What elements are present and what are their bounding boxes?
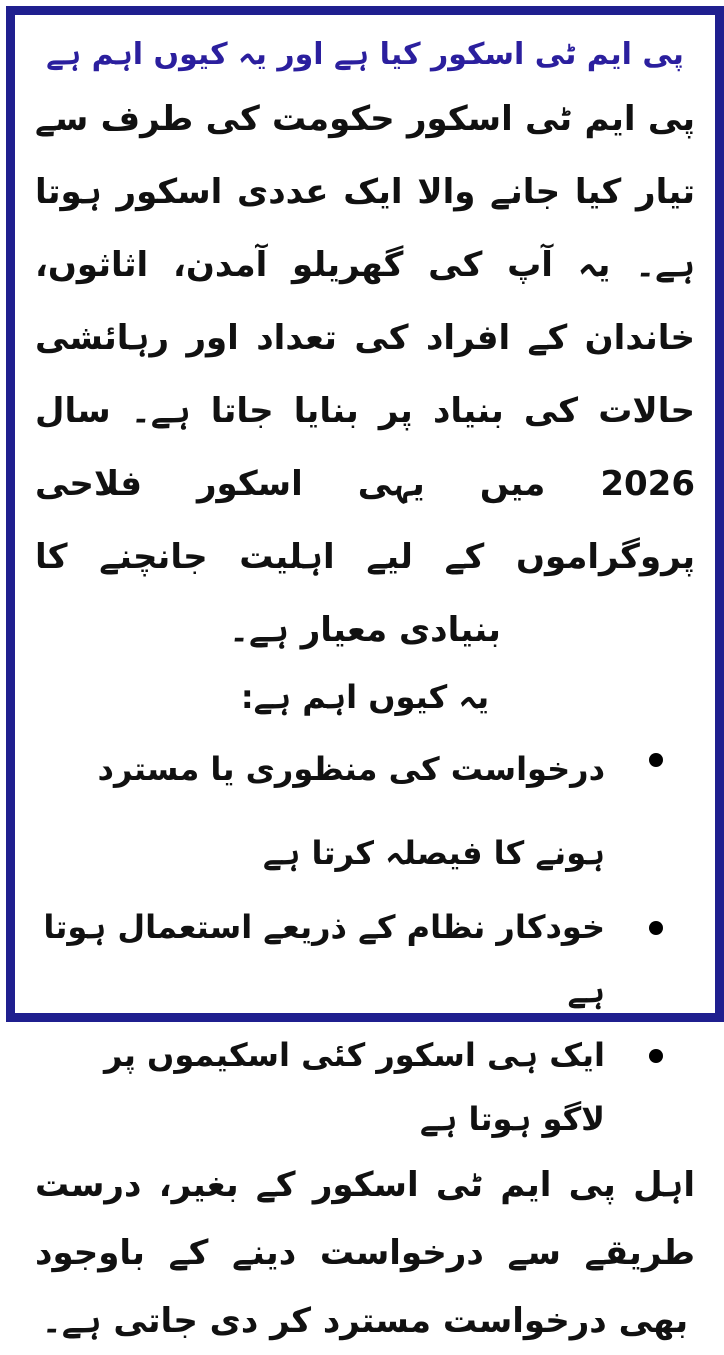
list-item-text: ایک ہی اسکور کئی اسکیموں پر لاگو ہوتا ہے [103,1036,605,1138]
list-item [35,895,695,1023]
bullet-icon [649,921,663,935]
bullet-icon [649,753,663,767]
list-item-text: درخواست کی منظوری یا مسترد ہونے کا فیصلہ کرتا ہے [97,750,605,872]
list-item [35,727,695,895]
reasons-list [35,727,695,1151]
why-important-heading: یہ کیوں اہم ہے: [240,678,490,716]
closing-paragraph: اہل پی ایم ٹی اسکور کے بغیر، درست طریقے سے درخواست دینے کے باوجود بھی درخواست مسترد کر دی جاتی ہے۔ [35,1165,695,1341]
article-title: پی ایم ٹی اسکور کیا ہے اور یہ کیوں اہم ہے [46,37,684,72]
page-border-frame [6,6,724,1341]
article-content [35,27,695,1341]
list-item-text: خودکار نظام کے ذریعے استعمال ہوتا ہے [43,908,605,1010]
bullet-icon [649,1049,663,1063]
list-item [35,1023,695,1151]
intro-paragraph: پی ایم ٹی اسکور حکومت کی طرف سے تیار کیا جانے والا ایک عددی اسکور ہوتا ہے۔ یہ آپ کی گھریلو آمدن، اثاثوں، خاندان کے افراد کی تعداد اور رہائشی حالات کی بنیاد پر بنایا جاتا ہے۔ سال 2026 میں یہی اسکور فلاحی پروگراموں کے لیے اہلیت جانچنے کا بنیادی معیار ہے۔ [35,99,695,650]
